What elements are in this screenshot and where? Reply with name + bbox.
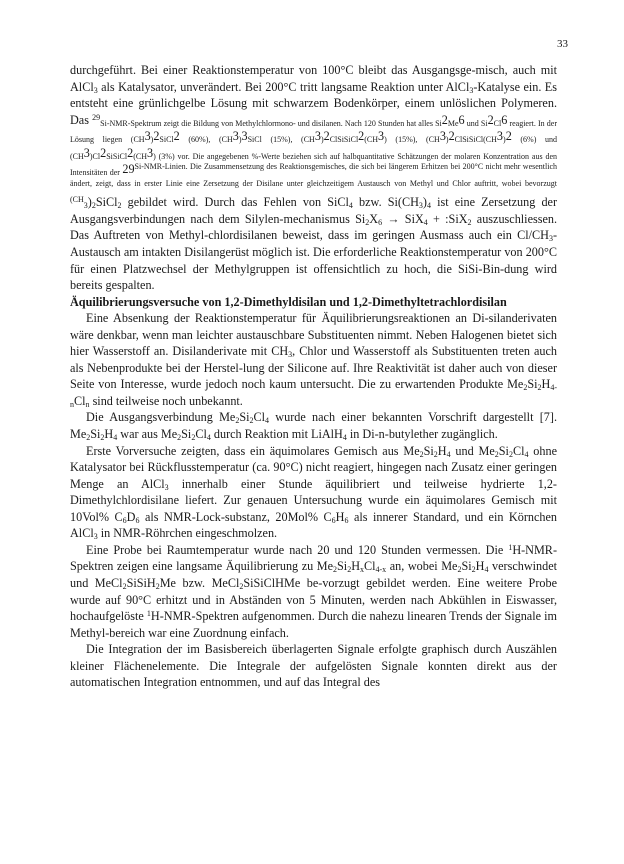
text-run: SiSiH [126, 575, 156, 590]
text-run: als innerer Standard, und ein Körnchen AlCl [70, 509, 557, 541]
subscript: ) [445, 135, 449, 145]
text-run: Me bzw. MeCl [159, 575, 240, 590]
text-run: Die Ausgangsverbindung Me [86, 410, 236, 425]
subscript: 6 [378, 217, 383, 227]
text-run: 2 [441, 112, 448, 127]
subscript: 2 [235, 416, 240, 426]
text-run: ) [422, 195, 427, 210]
subscript: und Si [464, 118, 488, 128]
subscript: 3 [548, 234, 553, 244]
subscript: Cl [493, 118, 502, 128]
subscript: 2 [155, 581, 160, 591]
text-run: Si [181, 427, 192, 442]
text-run: Eine Probe bei Raumtemperatur wurde nach 20 und 120 Stunden vermessen. Die [86, 542, 509, 557]
subscript: 6 [135, 515, 140, 525]
subscript: 2 [91, 201, 96, 211]
text-run: Erste Vorversuche zeigten, dass ein äquimolares Gemisch aus Me [86, 443, 420, 458]
text-run: verschwindet und MeCl [70, 559, 557, 590]
subscript: (CH [133, 151, 147, 161]
superscript: 29 [92, 112, 101, 122]
subscript: reagiert. In der Lösung liegen (CH [70, 118, 557, 145]
text-run: -Austausch am intakten Disilangerüst möglich ist. Die erforderliche Reaktionstemperatur von 200°C für einen Platzwechsel der Methylgruppen ist offensichtlich zu hoch, die SiSi-Bin-dung wird bereits gespalten. [70, 228, 557, 293]
subscript: 4 [348, 201, 353, 211]
subscript: x [360, 565, 364, 575]
text-run: Cl [253, 410, 266, 425]
text-run: 29 [122, 162, 135, 177]
text-run: als NMR-Lock-substanz, 20Mol% C [139, 509, 332, 524]
paragraph-1 [70, 62, 557, 294]
text-run: ) [87, 195, 92, 210]
subscript: ) (15%), (CH [384, 135, 440, 145]
text-run: 3 [241, 129, 248, 144]
subscript: 2 [117, 201, 122, 211]
text-run: Eine Absenkung der Reaktionstemperatur für Äquilibrierungsreaktionen an Di-silanderivaten wäre denkbar, wenn man leichter austauschbare Substituenten nimmt. Neben Halogenen bietet sich hier Wasserstoff an. Disilanderivate mit CH [70, 311, 557, 359]
text-run: auszuschliessen. Das Auftreten von Methyl-chlordisilanen beweist, dass im geringen Ausmass auch ein Cl/CH [70, 211, 558, 243]
text-run: 3 [232, 129, 239, 144]
text-run: 2 [323, 129, 330, 144]
text-run: 2 [358, 129, 365, 144]
text-run: Si [423, 443, 434, 458]
subscript: 2 [537, 383, 542, 393]
text-run: D [126, 509, 136, 524]
text-run: H-NMR-Spektren aufgenommen. Durch die nahezu linearen Trends der Signale im Methyl-bereich war eine Zuordnung einfach. [70, 609, 557, 640]
superscript: 1 [146, 609, 151, 619]
text-run: und Me [450, 443, 495, 458]
text-run: 6 [501, 112, 508, 127]
subscript: 2 [100, 433, 105, 443]
subscript: ) (3%) vor. Die angegebenen %-Werte beziehen sich auf halbquantitative Schätzungen der molaren Konzentration aus den Intensitäten der [70, 151, 557, 178]
text-run: an, wobei Me [386, 559, 458, 574]
subscript: 2 [177, 433, 182, 443]
text-run: -Katalyse ein. Es entsteht eine grünlichgelbe Lösung mit schwarzem Bodenkörper, einem unlöslichen Polymeren. Das [70, 79, 557, 127]
text-run: H [437, 443, 447, 458]
text-run: war aus Me [117, 427, 178, 442]
text-run: wurde nach einer bekannten Vorschrift dargestellt [7]. Me [70, 410, 557, 442]
text-column [70, 62, 557, 691]
superscript: Si-NMR-Linien. Die Zusammensetzung des Reaktionsgemisches, die sich bei längerem Erhitzen bei 200°C nicht mehr wesentlich ändert, zeigt, dass in erster Linie eine Zersetzung der Disilane unter gleichzeitigem Austausch von Methyl und Chlor auftritt, wobei bevorzugt (CH [70, 162, 557, 205]
subscript: 2 [191, 433, 196, 443]
subscript: 2 [433, 449, 438, 459]
subscript: SiCl (15%), (CH [247, 135, 315, 145]
subscript: ) [238, 135, 242, 145]
paragraph-5 [70, 542, 557, 641]
subscript: 2 [347, 565, 352, 575]
text-run: sind teilweise noch unbekannt. [89, 393, 243, 408]
subscript: 4 [423, 217, 428, 227]
text-run: H [351, 559, 360, 574]
subscript: 3 [164, 482, 169, 492]
subscript: )Cl [89, 151, 101, 161]
subscript: 2 [122, 581, 127, 591]
text-run: misch, auch mit AlCl [70, 63, 557, 94]
subscript: 4 [342, 433, 347, 443]
subscript: 6 [331, 515, 336, 525]
text-run: Si [90, 427, 101, 442]
subscript: 2 [457, 565, 462, 575]
text-run: + :SiX [427, 211, 468, 226]
subscript: 4 [426, 201, 431, 211]
subscript: 2 [86, 433, 91, 443]
text-run: , Chlor und Wasserstoff als Substituenten treten auch als Nebenprodukte bei der Herstel-lung der Silicone auf. Ihre Reaktivität ist daher auch von dieser Seite von Interesse, wurde jedoch noch kaum untersucht. Die zu erwartenden Produkte Me [70, 344, 557, 392]
subscript: ) [503, 135, 506, 145]
page-number: 33 [557, 38, 568, 50]
subscript: Si-NMR-Spektrum zeigt die Bildung von Methylchlormono- und disilanen. Nach 120 Stunden hat alles Si [100, 118, 442, 128]
text-run: 3 [378, 129, 385, 144]
subscript: ) [150, 135, 154, 145]
text-run: H [541, 377, 551, 392]
subscript: n [85, 399, 90, 409]
text-run: gebildet wird. Durch das Fehlen von SiCl [121, 195, 349, 210]
text-run: 2 [127, 145, 134, 160]
subscript: SiSiCl [106, 151, 128, 161]
paragraph-3 [70, 409, 557, 442]
subscript: 2 [523, 383, 528, 393]
paragraph-6 [70, 641, 557, 691]
subscript: 4-n [70, 383, 557, 409]
subscript: 4 [446, 449, 451, 459]
text-run: Si [337, 559, 348, 574]
text-run: → SiX [382, 211, 424, 226]
subscript: 2 [467, 217, 472, 227]
text-run: X [369, 211, 379, 226]
text-run: 3 [144, 129, 151, 144]
text-run: innerhalb einer Stunde äquilibriert und teilweise hydrierte 1,2-Dimethylchlordisilane liefert. Zur genauen Untersuchung wurde ein äquimolares Gemisch mit 10Vol% C [70, 476, 557, 524]
text-run: Cl [74, 393, 86, 408]
superscript: 1 [508, 542, 513, 552]
text-run: H [335, 509, 345, 524]
subscript: SiCl [159, 135, 174, 145]
text-run: Si [527, 377, 538, 392]
section-heading: Äquilibrierungsversuche von 1,2-Dimethyldisilan und 1,2-Dimethyltetrachlordisilan [70, 294, 507, 309]
subscript: 3 [93, 532, 98, 542]
subscript: 2 [419, 449, 424, 459]
text-run: als Katalysator, unverändert. Bei 200°C tritt langsame Reaktion unter AlCl [97, 79, 470, 94]
text-run: durch Reaktion mit LiAlH [210, 427, 343, 442]
subscript: 6 [344, 515, 349, 525]
subscript: 4 [113, 433, 118, 443]
subscript: 3 [288, 350, 293, 360]
text-run: SiSiClHMe be-vorzugt gebildet werden. Eine weitere Probe wurde auf 90°C erhitzt und in Abständen von 5 Minuten, werden nach Abkühlen in Eiswasser, hochaufgelöste [70, 575, 557, 624]
text-run: Cl [364, 559, 376, 574]
subscript: 2 [333, 565, 338, 575]
subscript: 2 [508, 449, 513, 459]
subscript: 3 [418, 201, 423, 211]
text-run: durchgeführt. Bei einer Reaktionstemperatur von 100°C bleibt das Ausgangsge- [70, 63, 476, 77]
text-run: Si [239, 410, 250, 425]
subscript: ClSiSiCl [329, 135, 359, 145]
text-run: in NMR-Röhrchen eingeschmolzen. [97, 526, 278, 541]
text-run: 2 [487, 112, 494, 127]
text-run: Si [461, 559, 472, 574]
text-run: ist eine Zersetzung der Ausgangsverbindungen nach dem Silylen-mechanismus Si [70, 195, 558, 226]
subscript: ) [320, 135, 324, 145]
subscript: Me [447, 118, 459, 128]
subscript: 3 [83, 201, 88, 211]
subscript: (60%), (CH [179, 135, 233, 145]
subscript: 2 [249, 416, 254, 426]
text-run: Die Integration der im Basisbereich überlagerten Signale erfolgte graphisch durch Auszählen kleiner Flächenelemente. Die Integrale der aufgelösten Signale konnten direkt aus der automatischen Integration entnommen, und auf das Integral des [70, 642, 557, 690]
subscript: 4 [206, 433, 211, 443]
text-run: 2 [505, 129, 512, 144]
text-run: H [475, 559, 485, 574]
subscript: 3 [93, 85, 98, 95]
subscript: (6%) und (CH [70, 135, 558, 161]
text-run: 2 [173, 129, 180, 144]
subscript: 2 [471, 565, 476, 575]
subscript: 2 [239, 581, 244, 591]
text-run: 2 [153, 129, 160, 144]
paragraph-2 [70, 310, 557, 409]
text-run: bzw. Si(CH [352, 195, 419, 210]
text-run: H-NMR-Spektren zeigen eine langsame Äquilibrierung zu Me [70, 542, 557, 574]
subscript: 4 [524, 449, 529, 459]
text-run: in Di-n-butylether zugänglich. [346, 427, 498, 442]
text-run: 3 [439, 129, 446, 144]
text-run: 2 [448, 129, 455, 144]
text-run: 2 [100, 145, 107, 160]
text-run: 3 [496, 129, 504, 144]
subscript: 2 [494, 449, 499, 459]
text-run: Cl [195, 427, 207, 442]
subscript: 3 [469, 85, 474, 95]
subscript: 6 [122, 515, 127, 525]
subscript: 2 [365, 217, 370, 227]
subscript: ClSiSiCl(CH [454, 135, 497, 145]
text-run: 3 [146, 145, 154, 160]
paragraph-4 [70, 443, 557, 542]
subscript: (CH [364, 135, 379, 145]
subscript: 4-x [375, 565, 387, 575]
text-run: Cl [512, 443, 525, 458]
text-run: 3 [314, 129, 321, 144]
text-run: 6 [458, 112, 465, 127]
text-run: H [104, 427, 114, 442]
subscript: 4 [484, 565, 489, 575]
text-run: ohne Katalysator bei Rückflusstemperatur (ca. 90°C) nicht reagiert, hingegen nach Zusatz einer geringen Menge an AlCl [70, 443, 557, 491]
text-run: Si [498, 443, 509, 458]
text-run: SiCl [95, 195, 118, 210]
subscript: 4 [265, 416, 270, 426]
text-run: 3 [83, 145, 90, 160]
